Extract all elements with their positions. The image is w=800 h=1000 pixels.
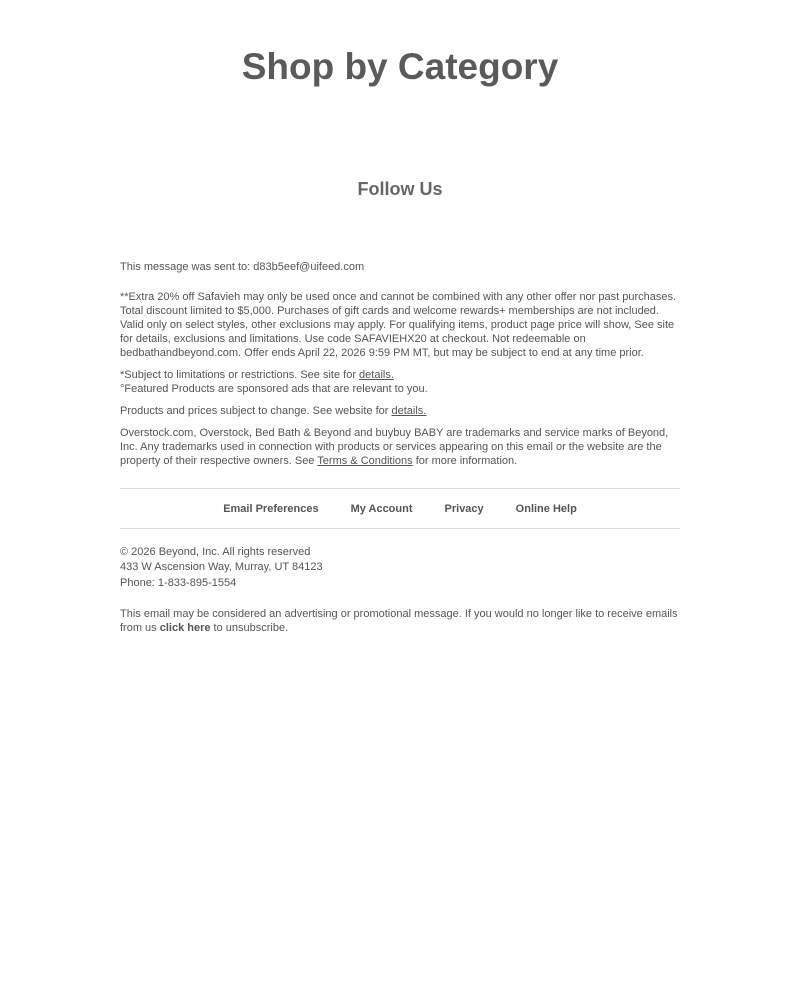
follow-us-heading: Follow Us bbox=[357, 179, 443, 199]
unsubscribe-link[interactable]: click here bbox=[159, 622, 211, 634]
page-title: Shop by Category bbox=[241, 46, 559, 87]
sent-to-line bbox=[120, 260, 680, 274]
offer-disclaimer: **Extra 20% off Safavieh may only be used once and cannot be combined with any other offer nor past purchases. Total discount limited to $5,000. Purchases of gift cards and welcome rewards+ memberships are not included. Valid only on select styles, other exclusions may apply. For qualifying items, product page price will show, See site for details, exclusions and limitations. Use code SAFAVIEHX20 at checkout. Not redeemable on bedbathandbeyond.com. Offer ends April 22, 2026 9:59 PM MT, but may be subject to end at any time prior. bbox=[120, 291, 677, 359]
sent-to-email: d83b5eef@uifeed.com bbox=[253, 261, 365, 273]
email-preferences-link[interactable]: Email Preferences bbox=[223, 502, 319, 515]
unsubscribe-text: This email may be considered an advertising or promotional message. If you would no longer like to receive emails from us bbox=[120, 608, 678, 634]
unsubscribe-suffix: to unsubscribe. bbox=[210, 622, 289, 634]
limits-text: *Subject to limitations or restrictions. See site for bbox=[120, 369, 360, 381]
email-footer bbox=[120, 260, 680, 635]
prices-text: Products and prices subject to change. See website for bbox=[120, 405, 392, 417]
privacy-link[interactable]: Privacy bbox=[444, 502, 484, 515]
trademarks-suffix: for more information. bbox=[412, 455, 518, 467]
prices-line bbox=[120, 404, 680, 418]
trademarks-text: Overstock.com, Overstock, Bed Bath & Beyond and buybuy BABY are trademarks and service marks of Beyond, Inc. Any trademarks used in connection with products or services appearing on this email or the website are the property of their respective owners. See bbox=[120, 427, 669, 467]
unsubscribe-notice bbox=[120, 607, 680, 635]
featured-products-note: °Featured Products are sponsored ads that are relevant to you. bbox=[120, 383, 428, 395]
trademarks-notice bbox=[120, 426, 680, 468]
prices-details-link[interactable]: details. bbox=[391, 405, 427, 417]
limits-details-link[interactable]: details. bbox=[359, 369, 394, 381]
sent-to-prefix: This message was sent to: bbox=[120, 261, 254, 273]
copyright-line: © 2026 Beyond, Inc. All rights reserved bbox=[120, 546, 311, 558]
limits-line bbox=[120, 368, 680, 382]
footer-nav bbox=[120, 488, 680, 529]
address-line: 433 W Ascension Way, Murray, UT 84123 bbox=[120, 561, 323, 573]
phone-line: Phone: 1-833-895-1554 bbox=[120, 577, 237, 589]
terms-conditions-link[interactable]: Terms & Conditions bbox=[317, 455, 413, 467]
online-help-link[interactable]: Online Help bbox=[515, 502, 577, 515]
my-account-link[interactable]: My Account bbox=[350, 502, 413, 515]
